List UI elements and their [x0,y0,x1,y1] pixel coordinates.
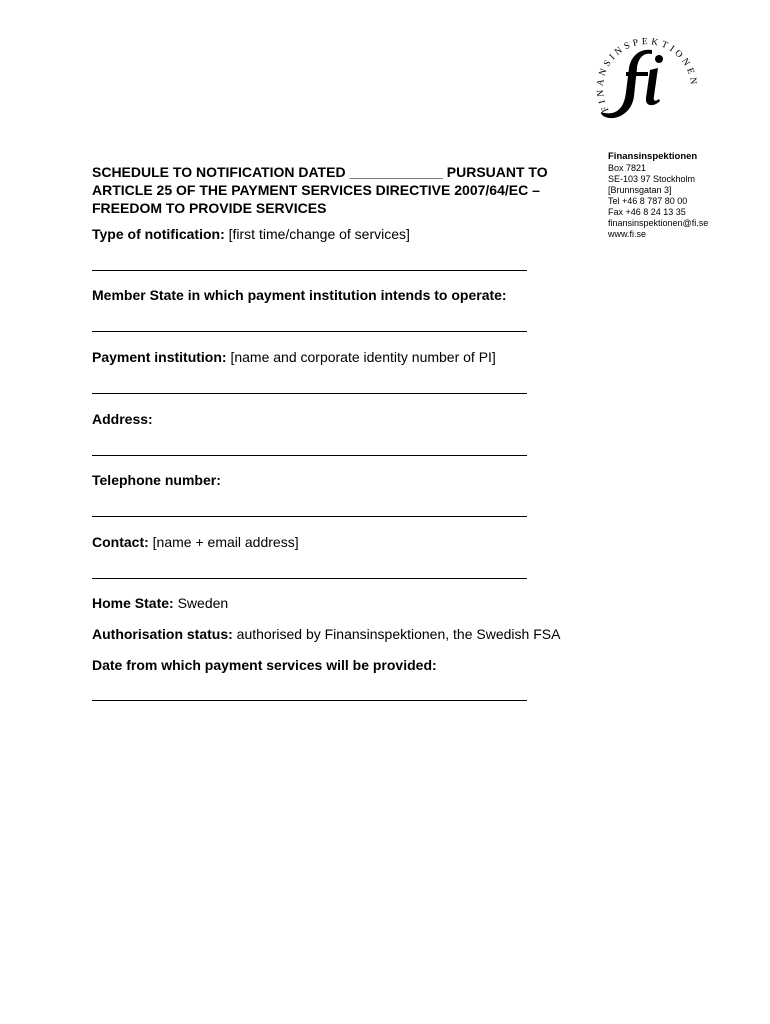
type-of-notification-value: [first time/change of services] [228,226,410,242]
contact-field [92,533,299,551]
contact-fax: Fax +46 8 24 13 35 [608,207,686,217]
date-from-label: Date from which payment services will be provided: [92,657,437,673]
payment-institution-value: [name and corporate identity number of PI] [230,349,496,365]
finansinspektionen-logo [592,34,704,134]
member-state-field [92,286,507,304]
address-field [92,410,153,428]
contact-postal-address: SE-103 97 Stockholm [608,174,696,184]
telephone-field [92,471,221,489]
address-entry-line[interactable] [92,455,527,456]
address-label: Address: [92,411,153,427]
payment-institution-entry-line[interactable] [92,393,527,394]
payment-institution-label: Payment institution: [92,349,227,365]
contact-email: finansinspektionen@fi.se [608,218,709,228]
type-of-notification-label: Type of notification: [92,226,225,242]
member-state-label: Member State in which payment institution intends to operate: [92,287,507,303]
contact-value: [name + email address] [152,534,299,550]
home-state-value: Sweden [177,595,229,611]
contact-telephone: Tel +46 8 787 80 00 [608,196,688,206]
date-from-entry-line[interactable] [92,700,527,701]
contact-street-address: [Brunnsgatan 3] [608,185,672,195]
title-line-2: ARTICLE 25 OF THE PAYMENT SERVICES DIRECTIVE 2007/64/EC – [92,182,540,198]
type-of-notification-entry-line[interactable] [92,270,527,271]
document-title [92,163,592,217]
member-state-entry-line[interactable] [92,331,527,332]
type-of-notification-field [92,225,410,243]
telephone-entry-line[interactable] [92,516,527,517]
contact-entry-line[interactable] [92,578,527,579]
svg-text:FINANSINSPEKTIONEN: FINANSINSPEKTIONEN [595,37,699,114]
contact-block [608,151,758,240]
authorisation-status-label: Authorisation status: [92,626,233,642]
authorisation-status-field [92,625,560,643]
contact-website: www.fi.se [608,229,647,239]
title-line-1: SCHEDULE TO NOTIFICATION DATED ____________ PURSUANT TO [92,164,548,180]
home-state-field [92,594,228,612]
logo-seal-icon [592,34,704,134]
title-line-3: FREEDOM TO PROVIDE SERVICES [92,200,327,216]
payment-institution-field [92,348,496,366]
contact-label: Contact: [92,534,149,550]
date-from-field [92,656,437,674]
organisation-name: Finansinspektionen [608,151,698,162]
home-state-label: Home State: [92,595,174,611]
authorisation-status-value: authorised by Finansinspektionen, the Swedish FSA [236,626,561,642]
contact-po-box: Box 7821 [608,163,647,173]
telephone-label: Telephone number: [92,472,221,488]
